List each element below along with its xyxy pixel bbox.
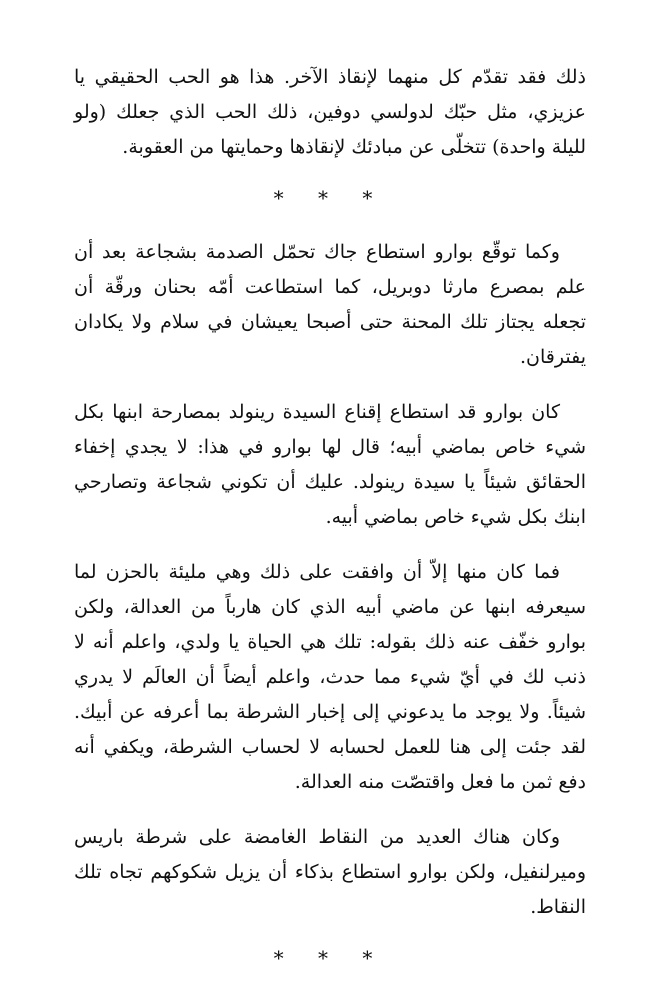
section-separator-2: * * *: [273, 946, 387, 970]
paragraph-4: فما كان منها إلاّ أن وافقت على ذلك وهي مليئة بالحزن لما سيعرفه ابنها عن ماضي أبيه الذي كان هارباً من العدالة، ولكن بوارو خفّف عنه ذلك بقوله: تلك هي الحياة يا ولدي، واعلم أنه لا ذنب لك في أيّ شيء مما حدث، واعلم أيضاً أن العالَم لا يدري شيئاً. ولا يوجد ما يدعوني إلى إخبار الشرطة بما أعرفه عن أبيك. لقد جئت إلى هنا للعمل لحسابه لا لحساب الشرطة، ويكفي أنه دفع ثمن ما فعل واقتصّت منه العدالة.: [74, 561, 586, 793]
paragraph-5: وكان هناك العديد من النقاط الغامضة على شرطة باريس وميرلنفيل، ولكن بوارو استطاع بذكاء أن يزيل شكوكهم تجاه تلك النقاط.: [74, 826, 586, 918]
section-separator-1: * * *: [273, 186, 387, 210]
paragraph-2: وكما توقّع بوارو استطاع جاك تحمّل الصدمة بشجاعة بعد أن علم بمصرع مارثا دوبريل، كما استطاعت أمّه بحنان ورقّة أن تجعله يجتاز تلك المحنة حتى أصبحا يعيشان في سلام ولا يكادان يفترقان.: [74, 241, 586, 368]
paragraph-3: كان بوارو قد استطاع إقناع السيدة رينولد بمصارحة ابنها بكل شيء خاص بماضي أبيه؛ قال لها بوارو في هذا: لا يجدي إخفاء الحقائق شيئاً يا سيدة رينولد. عليك أن تكوني شجاعة وتصارحي ابنك بكل شيء خاص بماضي أبيه.: [74, 401, 586, 528]
book-page: [74, 60, 586, 995]
paragraph-1: ذلك فقد تقدّم كل منهما لإنقاذ الآخر. هذا هو الحب الحقيقي يا عزيزي، مثل حبّك لدولسي دوفين، ذلك الحب الذي جعلك (ولو لليلة واحدة) تتخلّى عن مبادئك لإنقاذها وحمايتها من العقوبة.: [74, 66, 586, 158]
